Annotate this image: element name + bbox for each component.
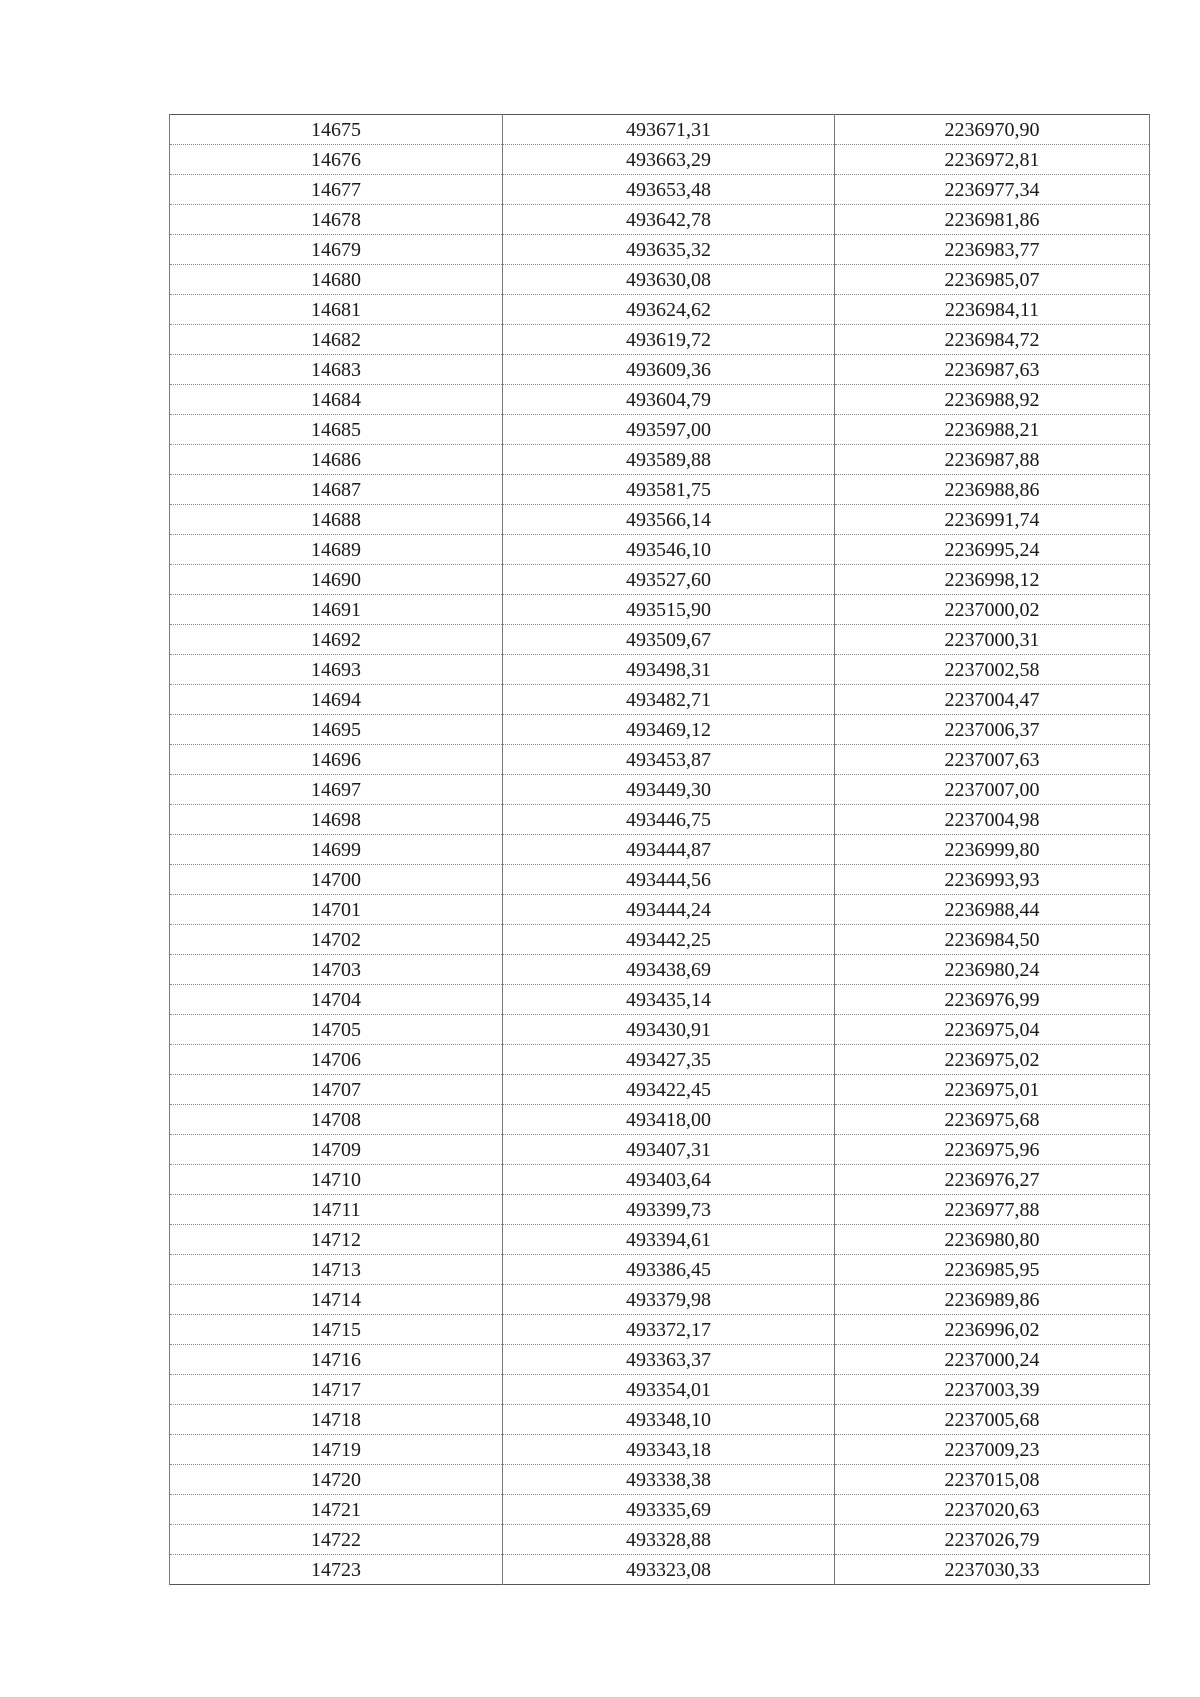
table-row [170,445,1150,475]
point-number-cell: 14721 [170,1495,503,1525]
x-coordinate-cell: 493343,18 [503,1435,835,1465]
table-row [170,1075,1150,1105]
y-coordinate-cell: 2237006,37 [835,715,1150,745]
x-coordinate-cell: 493399,73 [503,1195,835,1225]
y-coordinate-cell: 2236988,21 [835,415,1150,445]
table-row [170,685,1150,715]
point-number-cell: 14682 [170,325,503,355]
table-row [170,1195,1150,1225]
table-row [170,145,1150,175]
y-coordinate-cell: 2236981,86 [835,205,1150,235]
x-coordinate-cell: 493372,17 [503,1315,835,1345]
x-coordinate-cell: 493354,01 [503,1375,835,1405]
y-coordinate-cell: 2236976,27 [835,1165,1150,1195]
point-number-cell: 14713 [170,1255,503,1285]
table-row [170,235,1150,265]
point-number-cell: 14675 [170,115,503,145]
x-coordinate-cell: 493515,90 [503,595,835,625]
table-row [170,265,1150,295]
x-coordinate-cell: 493379,98 [503,1285,835,1315]
point-number-cell: 14679 [170,235,503,265]
point-number-cell: 14696 [170,745,503,775]
coordinate-table-body [170,115,1150,1585]
y-coordinate-cell: 2237000,31 [835,625,1150,655]
table-row [170,1285,1150,1315]
table-row [170,625,1150,655]
y-coordinate-cell: 2237009,23 [835,1435,1150,1465]
y-coordinate-cell: 2237026,79 [835,1525,1150,1555]
table-row [170,325,1150,355]
y-coordinate-cell: 2237007,00 [835,775,1150,805]
x-coordinate-cell: 493597,00 [503,415,835,445]
y-coordinate-cell: 2236988,86 [835,475,1150,505]
x-coordinate-cell: 493624,62 [503,295,835,325]
x-coordinate-cell: 493469,12 [503,715,835,745]
point-number-cell: 14719 [170,1435,503,1465]
x-coordinate-cell: 493581,75 [503,475,835,505]
x-coordinate-cell: 493435,14 [503,985,835,1015]
y-coordinate-cell: 2236975,02 [835,1045,1150,1075]
x-coordinate-cell: 493407,31 [503,1135,835,1165]
x-coordinate-cell: 493671,31 [503,115,835,145]
y-coordinate-cell: 2237005,68 [835,1405,1150,1435]
point-number-cell: 14720 [170,1465,503,1495]
y-coordinate-cell: 2237003,39 [835,1375,1150,1405]
table-row [170,385,1150,415]
point-number-cell: 14701 [170,895,503,925]
y-coordinate-cell: 2236991,74 [835,505,1150,535]
table-row [170,535,1150,565]
point-number-cell: 14718 [170,1405,503,1435]
table-row [170,565,1150,595]
point-number-cell: 14678 [170,205,503,235]
y-coordinate-cell: 2236975,01 [835,1075,1150,1105]
table-row [170,1105,1150,1135]
table-row [170,205,1150,235]
table-row [170,1225,1150,1255]
point-number-cell: 14722 [170,1525,503,1555]
x-coordinate-cell: 493453,87 [503,745,835,775]
point-number-cell: 14700 [170,865,503,895]
y-coordinate-cell: 2236993,93 [835,865,1150,895]
point-number-cell: 14684 [170,385,503,415]
x-coordinate-cell: 493427,35 [503,1045,835,1075]
y-coordinate-cell: 2237000,24 [835,1345,1150,1375]
table-row [170,415,1150,445]
x-coordinate-cell: 493438,69 [503,955,835,985]
point-number-cell: 14717 [170,1375,503,1405]
x-coordinate-cell: 493509,67 [503,625,835,655]
x-coordinate-cell: 493446,75 [503,805,835,835]
y-coordinate-cell: 2236988,92 [835,385,1150,415]
y-coordinate-cell: 2236975,68 [835,1105,1150,1135]
y-coordinate-cell: 2236975,96 [835,1135,1150,1165]
point-number-cell: 14683 [170,355,503,385]
point-number-cell: 14691 [170,595,503,625]
y-coordinate-cell: 2236977,34 [835,175,1150,205]
table-row [170,745,1150,775]
x-coordinate-cell: 493442,25 [503,925,835,955]
table-row [170,1315,1150,1345]
y-coordinate-cell: 2236999,80 [835,835,1150,865]
x-coordinate-cell: 493338,38 [503,1465,835,1495]
y-coordinate-cell: 2236980,24 [835,955,1150,985]
x-coordinate-cell: 493630,08 [503,265,835,295]
point-number-cell: 14688 [170,505,503,535]
table-row [170,985,1150,1015]
x-coordinate-cell: 493604,79 [503,385,835,415]
point-number-cell: 14677 [170,175,503,205]
y-coordinate-cell: 2236972,81 [835,145,1150,175]
table-row [170,295,1150,325]
table-row [170,475,1150,505]
y-coordinate-cell: 2236983,77 [835,235,1150,265]
x-coordinate-cell: 493444,24 [503,895,835,925]
y-coordinate-cell: 2236976,99 [835,985,1150,1015]
x-coordinate-cell: 493642,78 [503,205,835,235]
x-coordinate-cell: 493653,48 [503,175,835,205]
table-row [170,595,1150,625]
point-number-cell: 14694 [170,685,503,715]
y-coordinate-cell: 2236989,86 [835,1285,1150,1315]
table-row [170,925,1150,955]
point-number-cell: 14680 [170,265,503,295]
x-coordinate-cell: 493430,91 [503,1015,835,1045]
table-row [170,115,1150,145]
table-row [170,895,1150,925]
point-number-cell: 14705 [170,1015,503,1045]
x-coordinate-cell: 493444,56 [503,865,835,895]
table-row [170,1435,1150,1465]
table-row [170,655,1150,685]
point-number-cell: 14715 [170,1315,503,1345]
point-number-cell: 14709 [170,1135,503,1165]
point-number-cell: 14690 [170,565,503,595]
y-coordinate-cell: 2236980,80 [835,1225,1150,1255]
y-coordinate-cell: 2236985,07 [835,265,1150,295]
x-coordinate-cell: 493527,60 [503,565,835,595]
x-coordinate-cell: 493323,08 [503,1555,835,1585]
y-coordinate-cell: 2236984,50 [835,925,1150,955]
point-number-cell: 14714 [170,1285,503,1315]
point-number-cell: 14692 [170,625,503,655]
x-coordinate-cell: 493498,31 [503,655,835,685]
point-number-cell: 14711 [170,1195,503,1225]
y-coordinate-cell: 2237000,02 [835,595,1150,625]
point-number-cell: 14676 [170,145,503,175]
point-number-cell: 14693 [170,655,503,685]
table-row [170,1495,1150,1525]
point-number-cell: 14689 [170,535,503,565]
point-number-cell: 14710 [170,1165,503,1195]
y-coordinate-cell: 2236977,88 [835,1195,1150,1225]
table-row [170,1255,1150,1285]
point-number-cell: 14686 [170,445,503,475]
table-row [170,175,1150,205]
y-coordinate-cell: 2237002,58 [835,655,1150,685]
table-row [170,1555,1150,1585]
table-row [170,1345,1150,1375]
point-number-cell: 14706 [170,1045,503,1075]
x-coordinate-cell: 493348,10 [503,1405,835,1435]
table-row [170,355,1150,385]
y-coordinate-cell: 2236996,02 [835,1315,1150,1345]
y-coordinate-cell: 2237030,33 [835,1555,1150,1585]
point-number-cell: 14685 [170,415,503,445]
x-coordinate-cell: 493609,36 [503,355,835,385]
point-number-cell: 14704 [170,985,503,1015]
point-number-cell: 14703 [170,955,503,985]
y-coordinate-cell: 2237015,08 [835,1465,1150,1495]
point-number-cell: 14698 [170,805,503,835]
y-coordinate-cell: 2236985,95 [835,1255,1150,1285]
table-row [170,505,1150,535]
y-coordinate-cell: 2237004,98 [835,805,1150,835]
point-number-cell: 14723 [170,1555,503,1585]
y-coordinate-cell: 2236988,44 [835,895,1150,925]
point-number-cell: 14687 [170,475,503,505]
y-coordinate-cell: 2236995,24 [835,535,1150,565]
y-coordinate-cell: 2236987,88 [835,445,1150,475]
y-coordinate-cell: 2236987,63 [835,355,1150,385]
y-coordinate-cell: 2237004,47 [835,685,1150,715]
x-coordinate-cell: 493394,61 [503,1225,835,1255]
x-coordinate-cell: 493589,88 [503,445,835,475]
x-coordinate-cell: 493328,88 [503,1525,835,1555]
table-row [170,955,1150,985]
point-number-cell: 14697 [170,775,503,805]
x-coordinate-cell: 493363,37 [503,1345,835,1375]
table-row [170,1375,1150,1405]
table-row [170,835,1150,865]
table-row [170,1015,1150,1045]
x-coordinate-cell: 493403,64 [503,1165,835,1195]
table-row [170,805,1150,835]
y-coordinate-cell: 2236970,90 [835,115,1150,145]
coordinate-table [169,114,1150,1585]
y-coordinate-cell: 2237007,63 [835,745,1150,775]
x-coordinate-cell: 493386,45 [503,1255,835,1285]
point-number-cell: 14707 [170,1075,503,1105]
x-coordinate-cell: 493422,45 [503,1075,835,1105]
x-coordinate-cell: 493449,30 [503,775,835,805]
point-number-cell: 14712 [170,1225,503,1255]
table-row [170,1525,1150,1555]
table-row [170,1165,1150,1195]
point-number-cell: 14699 [170,835,503,865]
x-coordinate-cell: 493635,32 [503,235,835,265]
y-coordinate-cell: 2236984,72 [835,325,1150,355]
y-coordinate-cell: 2236984,11 [835,295,1150,325]
table-row [170,865,1150,895]
y-coordinate-cell: 2236998,12 [835,565,1150,595]
x-coordinate-cell: 493663,29 [503,145,835,175]
y-coordinate-cell: 2236975,04 [835,1015,1150,1045]
table-row [170,775,1150,805]
point-number-cell: 14681 [170,295,503,325]
x-coordinate-cell: 493418,00 [503,1105,835,1135]
x-coordinate-cell: 493546,10 [503,535,835,565]
y-coordinate-cell: 2237020,63 [835,1495,1150,1525]
x-coordinate-cell: 493335,69 [503,1495,835,1525]
x-coordinate-cell: 493619,72 [503,325,835,355]
table-row [170,1405,1150,1435]
table-row [170,1465,1150,1495]
table-row [170,1135,1150,1165]
x-coordinate-cell: 493566,14 [503,505,835,535]
x-coordinate-cell: 493482,71 [503,685,835,715]
point-number-cell: 14716 [170,1345,503,1375]
x-coordinate-cell: 493444,87 [503,835,835,865]
table-row [170,715,1150,745]
point-number-cell: 14695 [170,715,503,745]
table-row [170,1045,1150,1075]
point-number-cell: 14702 [170,925,503,955]
point-number-cell: 14708 [170,1105,503,1135]
